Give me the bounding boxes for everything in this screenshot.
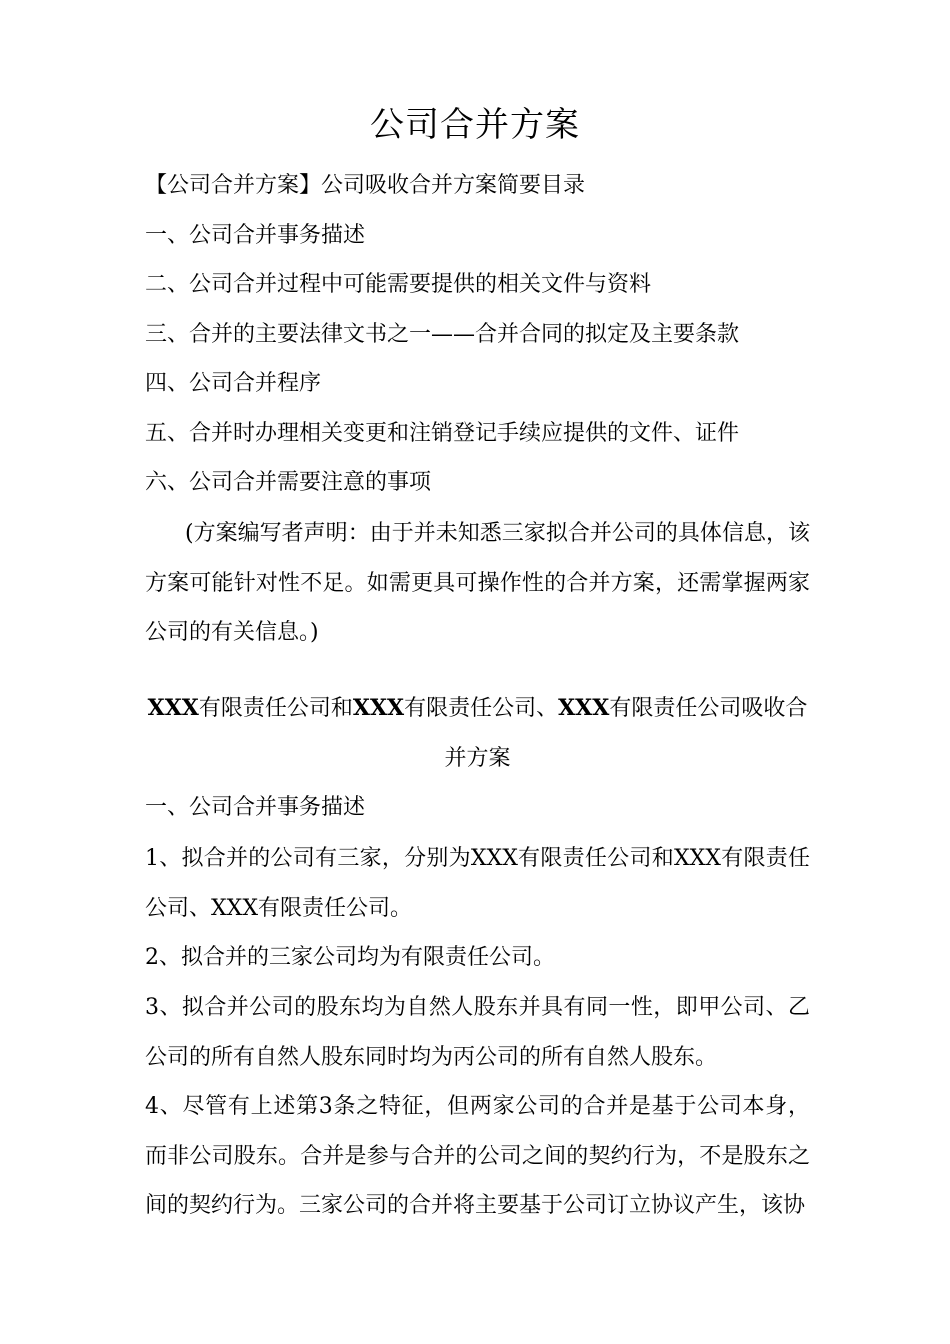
plan-heading <box>145 684 810 783</box>
disclaimer-paragraph: (方案编写者声明：由于并未知悉三家拟合并公司的具体信息，该方案可能针对性不足。如需更具可操作性的合并方案，还需掌握两家公司的有关信息。) <box>145 521 810 645</box>
document-title: 公司合并方案 <box>370 105 580 145</box>
section1-item-1: 1、拟合并的公司有三家，分别为XXX有限责任公司和XXX有限责任公司、XXX有限责任公司。 <box>145 846 810 921</box>
plan-heading-company-1: XXX <box>147 695 199 721</box>
toc-item-4: 四、公司合并程序 <box>145 371 322 396</box>
section1-item-2: 2、拟合并的三家公司均为有限责任公司。 <box>145 945 555 970</box>
section1-item-4: 4、尽管有上述第3条之特征，但两家公司的合并是基于公司本身，而非公司股东。合并是参与合并的公司之间的契约行为，不是股东之间的契约行为。三家公司的合并将主要基于公司订立协议产生，该协 <box>145 1094 810 1218</box>
section1-item-3: 3、拟合并公司的股东均为自然人股东并具有同一性，即甲公司、乙公司的所有自然人股东同时均为丙公司的所有自然人股东。 <box>145 995 810 1070</box>
toc-heading: 【公司合并方案】公司吸收合并方案简要目录 <box>145 173 586 198</box>
section1-heading: 一、公司合并事务描述 <box>145 795 366 820</box>
plan-heading-text-2: 有限责任公司、 <box>404 696 559 721</box>
plan-heading-company-2: XXX <box>352 695 405 721</box>
toc-item-5: 五、合并时办理相关变更和注销登记手续应提供的文件、证件 <box>145 421 740 446</box>
plan-heading-company-3: XXX <box>558 695 610 721</box>
plan-heading-text-3: 有限责任公司吸收合并方案 <box>444 696 808 771</box>
toc-item-3: 三、合并的主要法律文书之一——合并合同的拟定及主要条款 <box>145 322 740 347</box>
toc-item-1: 一、公司合并事务描述 <box>145 223 366 248</box>
toc-item-6: 六、公司合并需要注意的事项 <box>145 470 432 495</box>
toc-item-2: 二、公司合并过程中可能需要提供的相关文件与资料 <box>145 272 652 297</box>
plan-heading-text-1: 有限责任公司和 <box>198 696 353 721</box>
